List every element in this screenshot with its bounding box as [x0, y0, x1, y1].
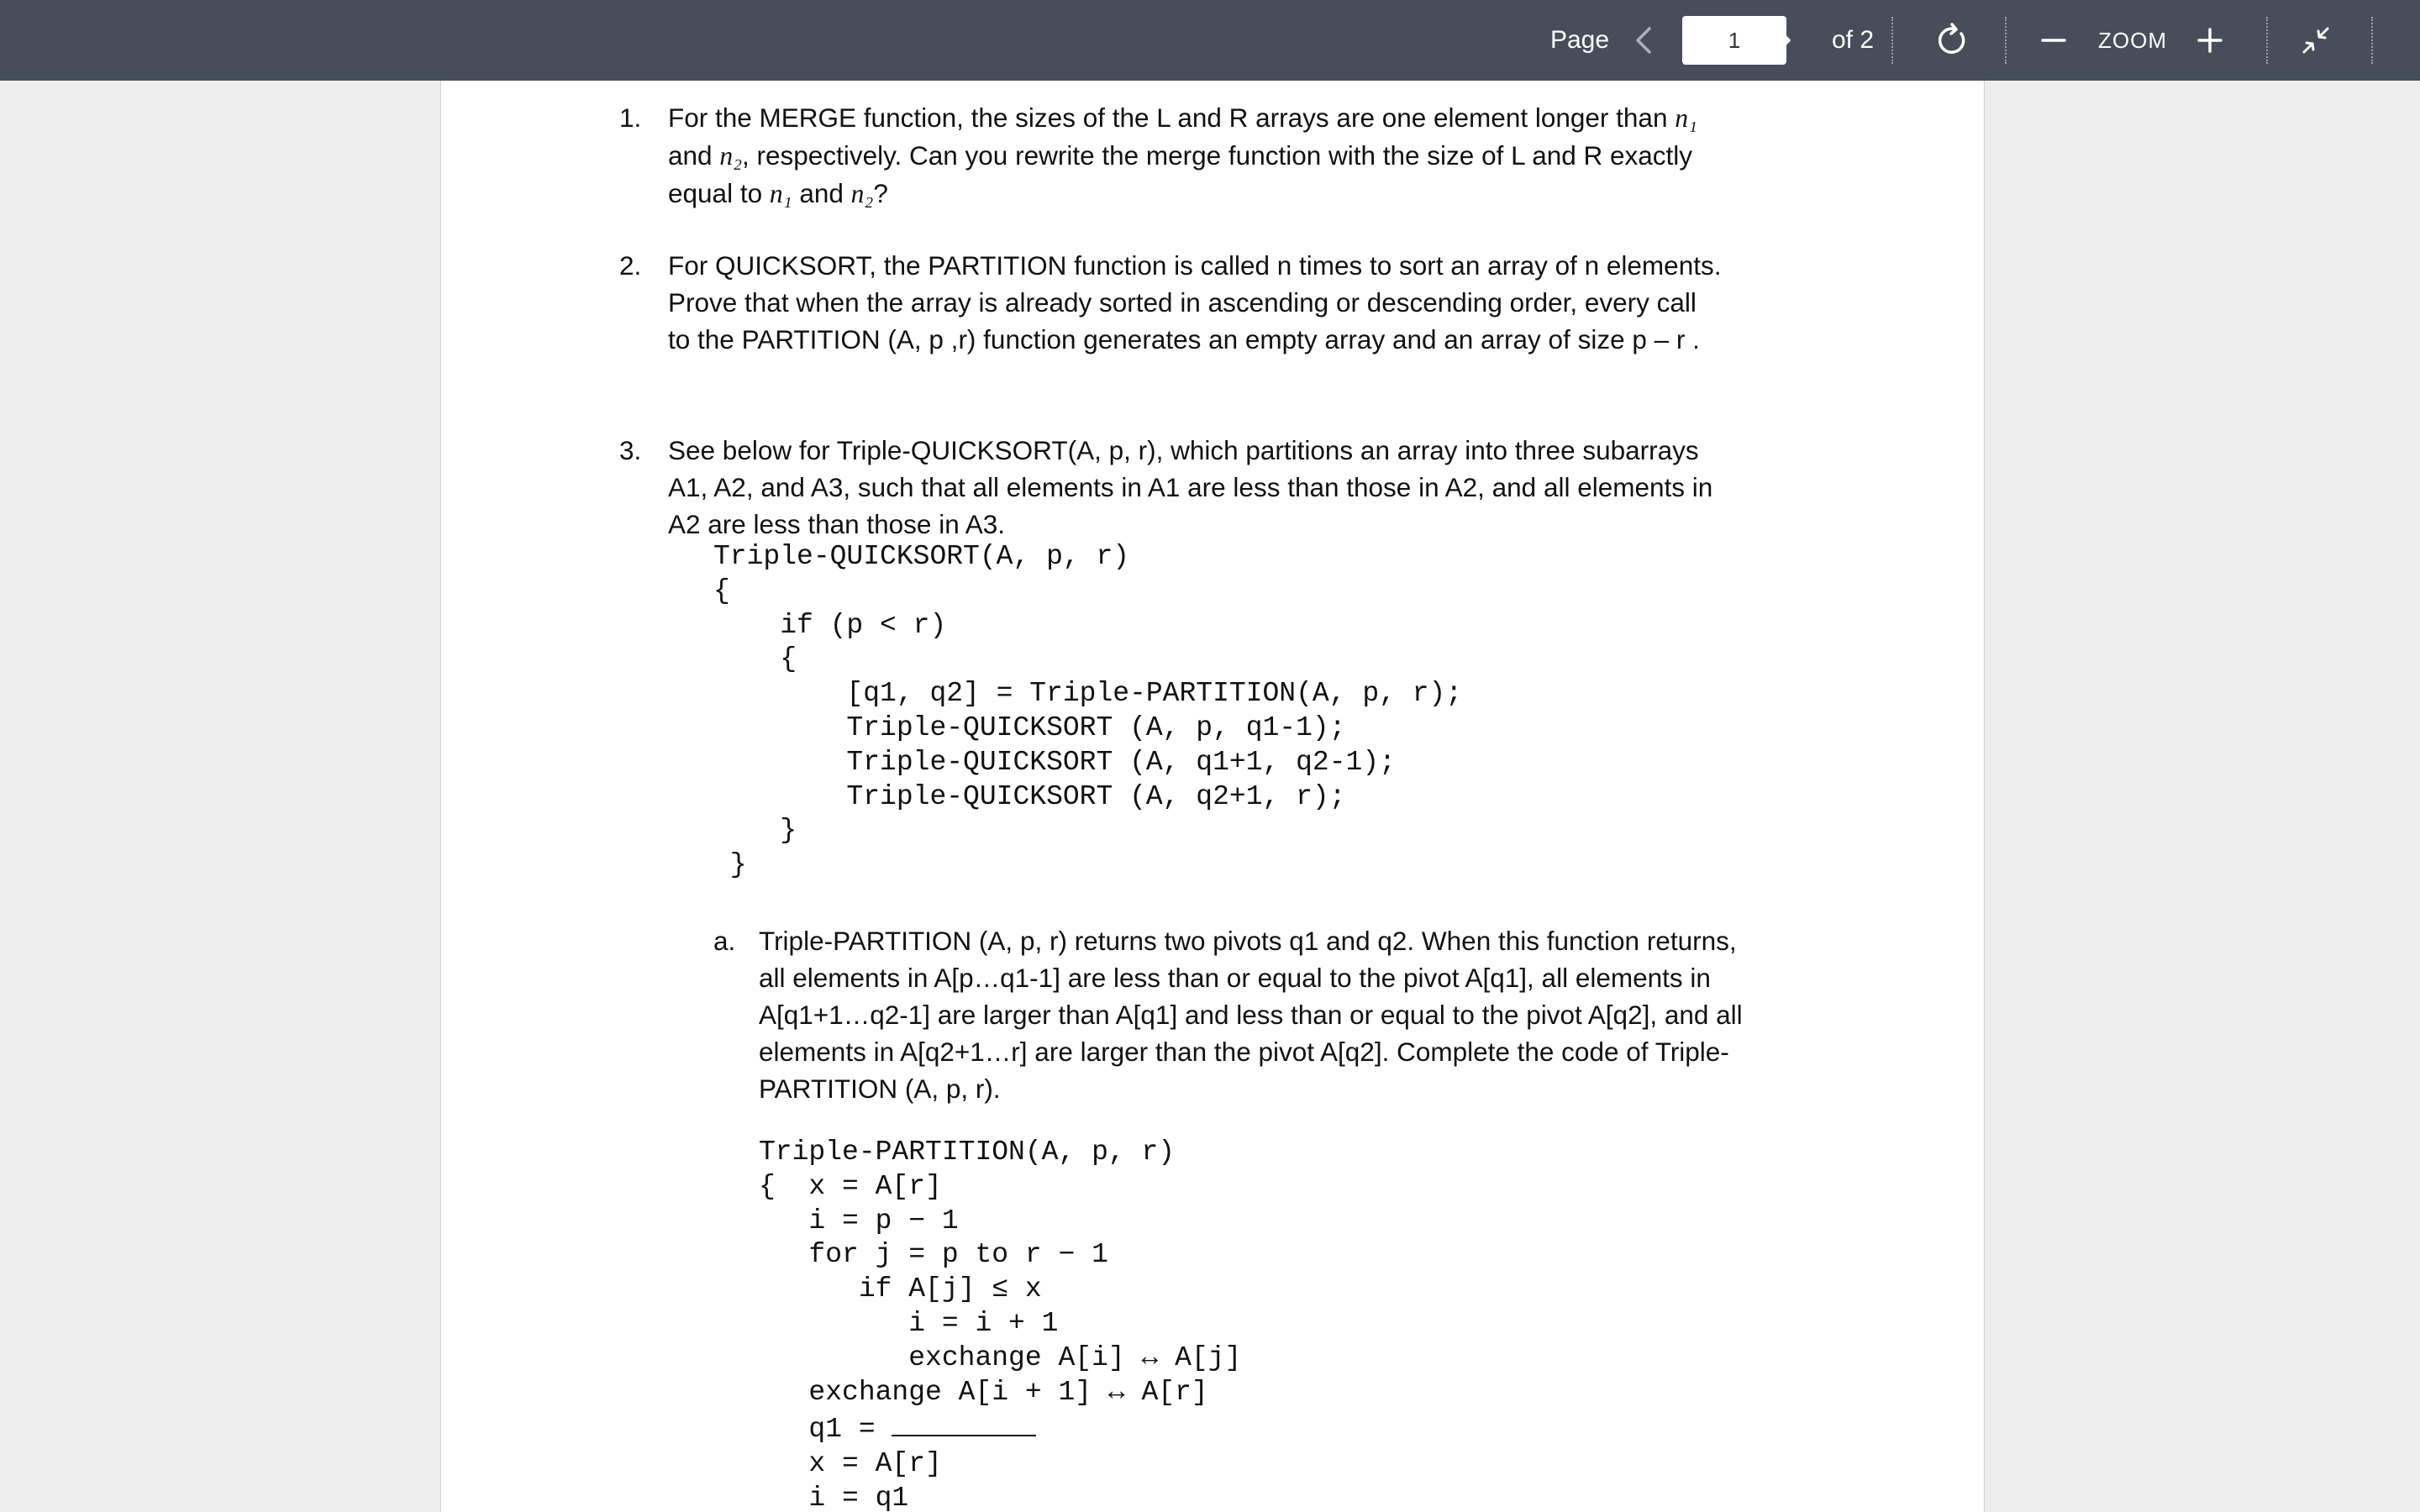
question-3a	[713, 922, 1801, 1107]
question-line: Triple-PARTITION (A, p, r) returns two pivots q1 and q2. When this function returns,	[759, 926, 1737, 956]
toolbar-divider	[2371, 17, 2373, 64]
collapse-arrows-icon	[2300, 24, 2332, 56]
question-line	[668, 175, 1878, 213]
code-text: x = A[r] i = q1	[808, 1448, 942, 1512]
chevron-left-icon	[1634, 25, 1654, 55]
toolbar-divider	[1891, 17, 1893, 64]
question-text: ?	[873, 178, 888, 208]
minus-icon	[2039, 26, 2068, 55]
question-line: A2 are less than those in A3.	[668, 509, 1006, 539]
plus-icon	[2196, 26, 2224, 55]
question-number: 1.	[619, 102, 642, 133]
triple-quicksort-code: Triple-QUICKSORT(A, p, r) { if (p < r) { [q1, q2] = Triple-PARTITION(A, p, r); Triple-QUICKSORT (A, p, q1-1); Triple-QUICKSORT (A, q1+1, q2-1); Triple-QUICKSORT (A, q2+1, r); } }	[713, 541, 1463, 881]
math-symbol: n₁	[1675, 103, 1697, 133]
answer-blank	[892, 1410, 1036, 1436]
question-line: Prove that when the array is already sorted in ascending or descending order, every call	[668, 287, 1697, 318]
math-symbol: n₂	[850, 179, 874, 208]
math-symbol: n₁	[769, 179, 792, 208]
document-page	[440, 81, 1985, 1512]
rotate-icon	[1933, 23, 1969, 58]
subquestion-label: a.	[713, 926, 736, 956]
pdf-toolbar	[0, 0, 2420, 81]
rotate-button[interactable]	[1924, 0, 1978, 81]
previous-page-button[interactable]	[1617, 0, 1670, 81]
next-page-button[interactable]	[1756, 0, 1810, 81]
exit-fullscreen-button[interactable]	[2289, 0, 2343, 81]
zoom-label: ZOOM	[2098, 27, 2167, 53]
question-number: 2.	[619, 250, 642, 281]
chevron-right-icon	[1773, 25, 1793, 55]
question-line: A[q1+1…q2-1] are larger than A[q1] and less than or equal to the pivot A[q2], and all	[759, 1000, 1743, 1030]
question-text: equal to	[668, 178, 770, 208]
triple-partition-code	[759, 1136, 1241, 1512]
question-line	[668, 99, 1878, 137]
question-line: PARTITION (A, p, r).	[759, 1074, 1001, 1104]
question-text: and	[792, 178, 851, 208]
question-text: For the MERGE function, the sizes of the L and R arrays are one element longer than	[668, 102, 1676, 133]
code-text: Triple-PARTITION(A, p, r) { x = A[r] i = p − 1 for j = p to r − 1 if A[j] ≤ x i = i + 1 exchange A[i] ↔ A[j] exchange A[i + 1] ↔ A[r] q1 =	[759, 1137, 1242, 1446]
question-line	[668, 137, 1878, 175]
question-number: 3.	[619, 435, 642, 465]
page-count: of 2	[1831, 26, 1875, 54]
question-line: See below for Triple-QUICKSORT(A, p, r), which partitions an array into three subarrays	[668, 435, 1699, 465]
page-label: Page	[1549, 26, 1610, 54]
question-text: and	[668, 140, 720, 171]
question-1	[619, 99, 1878, 213]
zoom-in-button[interactable]	[2183, 0, 2237, 81]
question-2	[619, 247, 1878, 358]
question-3	[619, 432, 1878, 543]
question-line: elements in A[q2+1…r] are larger than the pivot A[q2]. Complete the code of Triple-	[759, 1037, 1729, 1067]
toolbar-divider	[2005, 17, 2007, 64]
question-text: , respectively. Can you rewrite the merge function with the size of L and R exactly	[742, 140, 1693, 171]
question-line: to the PARTITION (A, p ,r) function generates an empty array and an array of size p – r .	[668, 324, 1700, 354]
zoom-out-button[interactable]	[2027, 0, 2081, 81]
question-line: For QUICKSORT, the PARTITION function is called n times to sort an array of n elements.	[668, 250, 1722, 281]
question-line: A1, A2, and A3, such that all elements in A1 are less than those in A2, and all elements in	[668, 472, 1713, 502]
toolbar-divider	[2266, 17, 2268, 64]
question-line: all elements in A[p…q1-1] are less than or equal to the pivot A[q1], all elements in	[759, 963, 1711, 993]
math-symbol: n₂	[719, 141, 743, 171]
